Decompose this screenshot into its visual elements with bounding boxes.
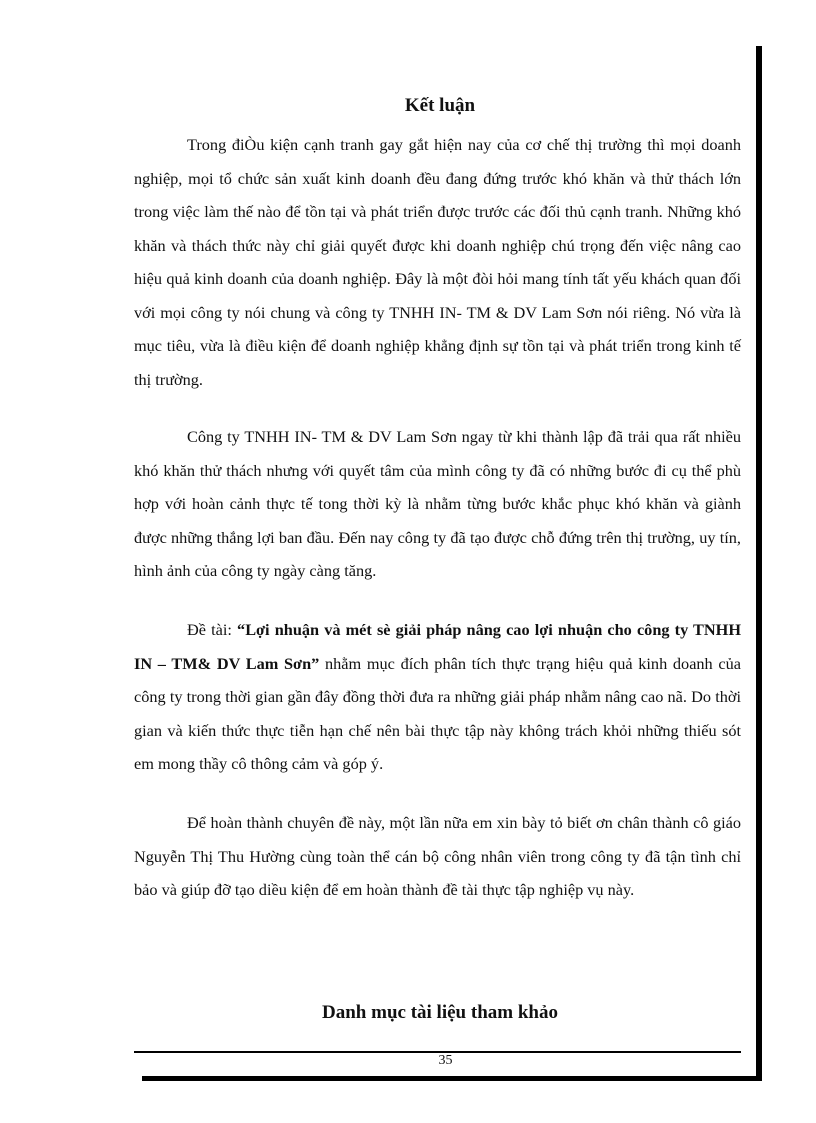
- page-border-right: [756, 46, 762, 1078]
- page-number: 35: [438, 1053, 453, 1068]
- paragraph-3-rest: nhằm mục đích phân tích thực trạng hiệu quả kinh doanh của công ty trong thời gian gần đây đồng thời đưa ra những giải pháp nhằm nâng cao nã. Do thời gian và kiến thức thực tiễn hạn chế nên bài thực tập này không trách khỏi những thiếu sót em mong thầy cô thông cảm và góp ý.: [134, 653, 741, 773]
- page-border-bottom: [142, 1076, 762, 1081]
- thesis-title: “Lợi nhuận và mét sè giải pháp nâng cao lợi nhuận cho công ty TNHH IN – TM& DV Lam Sơn”: [134, 620, 741, 673]
- paragraph-2: Công ty TNHH IN- TM & DV Lam Sơn ngay từ khi thành lập đã trải qua rất nhiều khó khăn thử thách nhưng với quyết tâm của mình công ty đã có những bước đi cụ thể phù hợp với hoàn cảnh thực tế tong thời kỳ là nhằm từng bước khắc phục khó khăn và giành được những thắng lợi ban đầu. Đến nay công ty đã tạo được chỗ đứng trên thị trường, uy tín, hình ảnh của công ty ngày càng tăng.: [134, 427, 741, 580]
- paragraph-3-lead: Đề tài:: [187, 620, 238, 639]
- references-heading: Danh mục tài liệu tham khảo: [322, 1002, 558, 1023]
- paragraph-1: Trong điÒu kiện cạnh tranh gay gắt hiện nay của cơ chế thị trường thì mọi doanh nghiệp, mọi tổ chức sản xuất kinh doanh đều đang đứng trước khó khăn và thử thách lớn trong việc làm thế nào để tồn tại và phát triển được trước các đối thủ cạnh tranh. Những khó khăn và thách thức này chỉ giải quyết được khi doanh nghiệp chú trọng đến việc nâng cao hiệu quả kinh doanh của doanh nghiệp. Đây là một đòi hỏi mang tính tất yếu khách quan đối với mọi công ty nói chung và công ty TNHH IN- TM & DV Lam Sơn nói riêng. Nó vừa là mục tiêu, vừa là điều kiện để doanh nghiệp khẳng định sự tồn tại và phát triển trong kinh tế thị trường.: [134, 135, 741, 389]
- paragraph-4: Để hoàn thành chuyên đề này, một lần nữa em xin bày tỏ biết ơn chân thành cô giáo Nguyễn Thị Thu Hường cùng toàn thể cán bộ công nhân viên trong công ty đã tận tình chỉ bảo và giúp đỡ tạo diều kiện để em hoàn thành đề tài thực tập nghiệp vụ này.: [134, 813, 741, 899]
- conclusion-heading: Kết luận: [404, 95, 476, 116]
- paragraph-3: [134, 613, 741, 781]
